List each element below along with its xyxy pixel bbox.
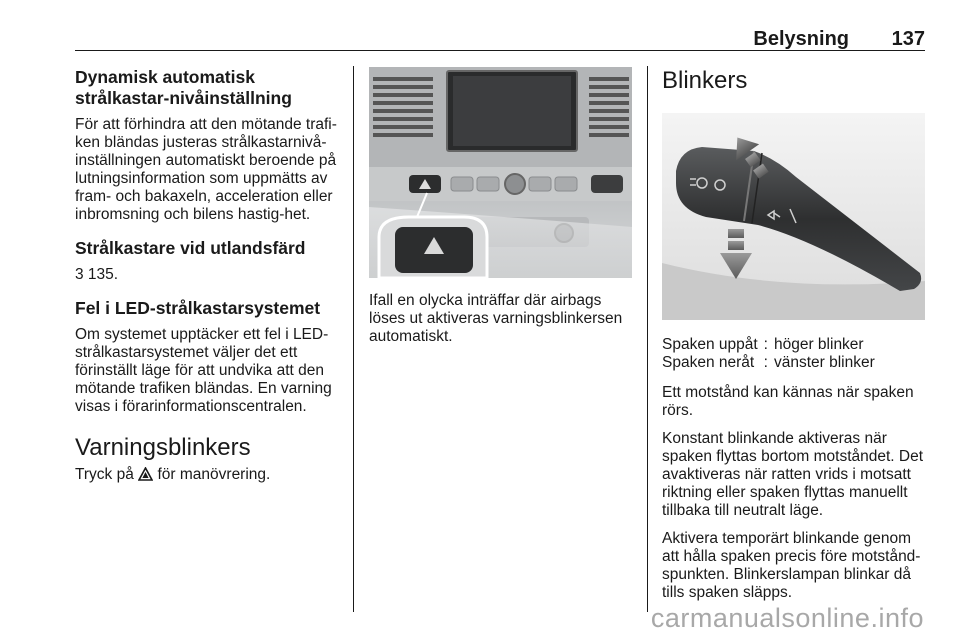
spec-label: Spaken uppåt: [662, 336, 758, 353]
turn-signal-figure: [662, 113, 925, 320]
header-divider: [75, 50, 925, 51]
led-fault-text: Om systemet upptäcker ett fel i LED-strålkastarsystemet väljer det ett förinställt läge för att undvika att den mötande trafiken bländas. En varning visas i förarinformationscentralen.: [75, 326, 332, 415]
column-left: [75, 67, 343, 496]
column-middle: [369, 67, 634, 356]
section-title: Belysning: [753, 28, 849, 50]
hazard-triangle-icon: [138, 467, 153, 486]
hazard-text-before: Tryck på: [75, 466, 134, 483]
hazard-instruction: [75, 466, 343, 486]
column-divider-left: [353, 66, 354, 612]
abroad-page-reference[interactable]: 3 135.: [75, 266, 119, 283]
page-number: 137: [891, 28, 925, 50]
spec-value: höger blinker: [773, 336, 864, 353]
blinkers-paragraph-1: Ett motstånd kan kännas när spaken rörs.: [662, 384, 914, 419]
spec-separator: :: [763, 336, 768, 353]
blinkers-paragraph-2: Konstant blinkande aktiveras när spaken flyttas bortom motståndet. Det avaktiveras när ratten vrids i motsatt riktning eller spaken flyttas manuellt tillbaka till neutralt läge.: [662, 430, 924, 519]
blinkers-paragraph-3: Aktivera temporärt blinkande genom att hålla spaken precis före motstånd-spunkten. Blinkerslampan blinkar då tills spaken släpps.: [662, 530, 921, 601]
hazard-text-after: för manövrering.: [157, 466, 271, 483]
figure-caption: Ifall en olycka inträffar där airbags löses ut aktiveras varningsblinkersen automatiskt.: [369, 292, 623, 345]
hazard-switch-figure: [369, 67, 632, 278]
spec-label: Spaken neråt: [662, 354, 755, 371]
hazard-heading: Varningsblinkers: [75, 434, 251, 461]
blinkers-heading: Blinkers: [662, 67, 748, 94]
spec-value: vänster blinker: [773, 354, 875, 371]
site-watermark: carmanualsonline.info: [650, 603, 924, 633]
dynamic-leveling-heading: Dynamisk automatisk strålkastar-nivåinställning: [75, 67, 292, 108]
dashboard-illustration: [369, 67, 632, 278]
column-divider-right: [647, 66, 648, 612]
led-fault-heading: Fel i LED-strålkastarsystemet: [75, 298, 321, 318]
abroad-heading: Strålkastare vid utlandsfärd: [75, 238, 306, 258]
lever-direction-table: [662, 336, 875, 372]
turn-signal-lever-illustration: [662, 113, 925, 320]
spec-separator: :: [763, 354, 768, 371]
spec-row-up: [662, 336, 875, 354]
dynamic-leveling-text: För att förhindra att den mötande trafi-ken bländas justeras strålkastarnivå-inställningen automatiskt beroende på lutningsinformation som uppmätts av fram- och bakaxeln, acceleration eller inbromsning och bilens hastig-het.: [75, 116, 337, 223]
column-right: [662, 67, 925, 612]
spec-row-down: [662, 354, 875, 372]
page-header: [75, 26, 925, 50]
